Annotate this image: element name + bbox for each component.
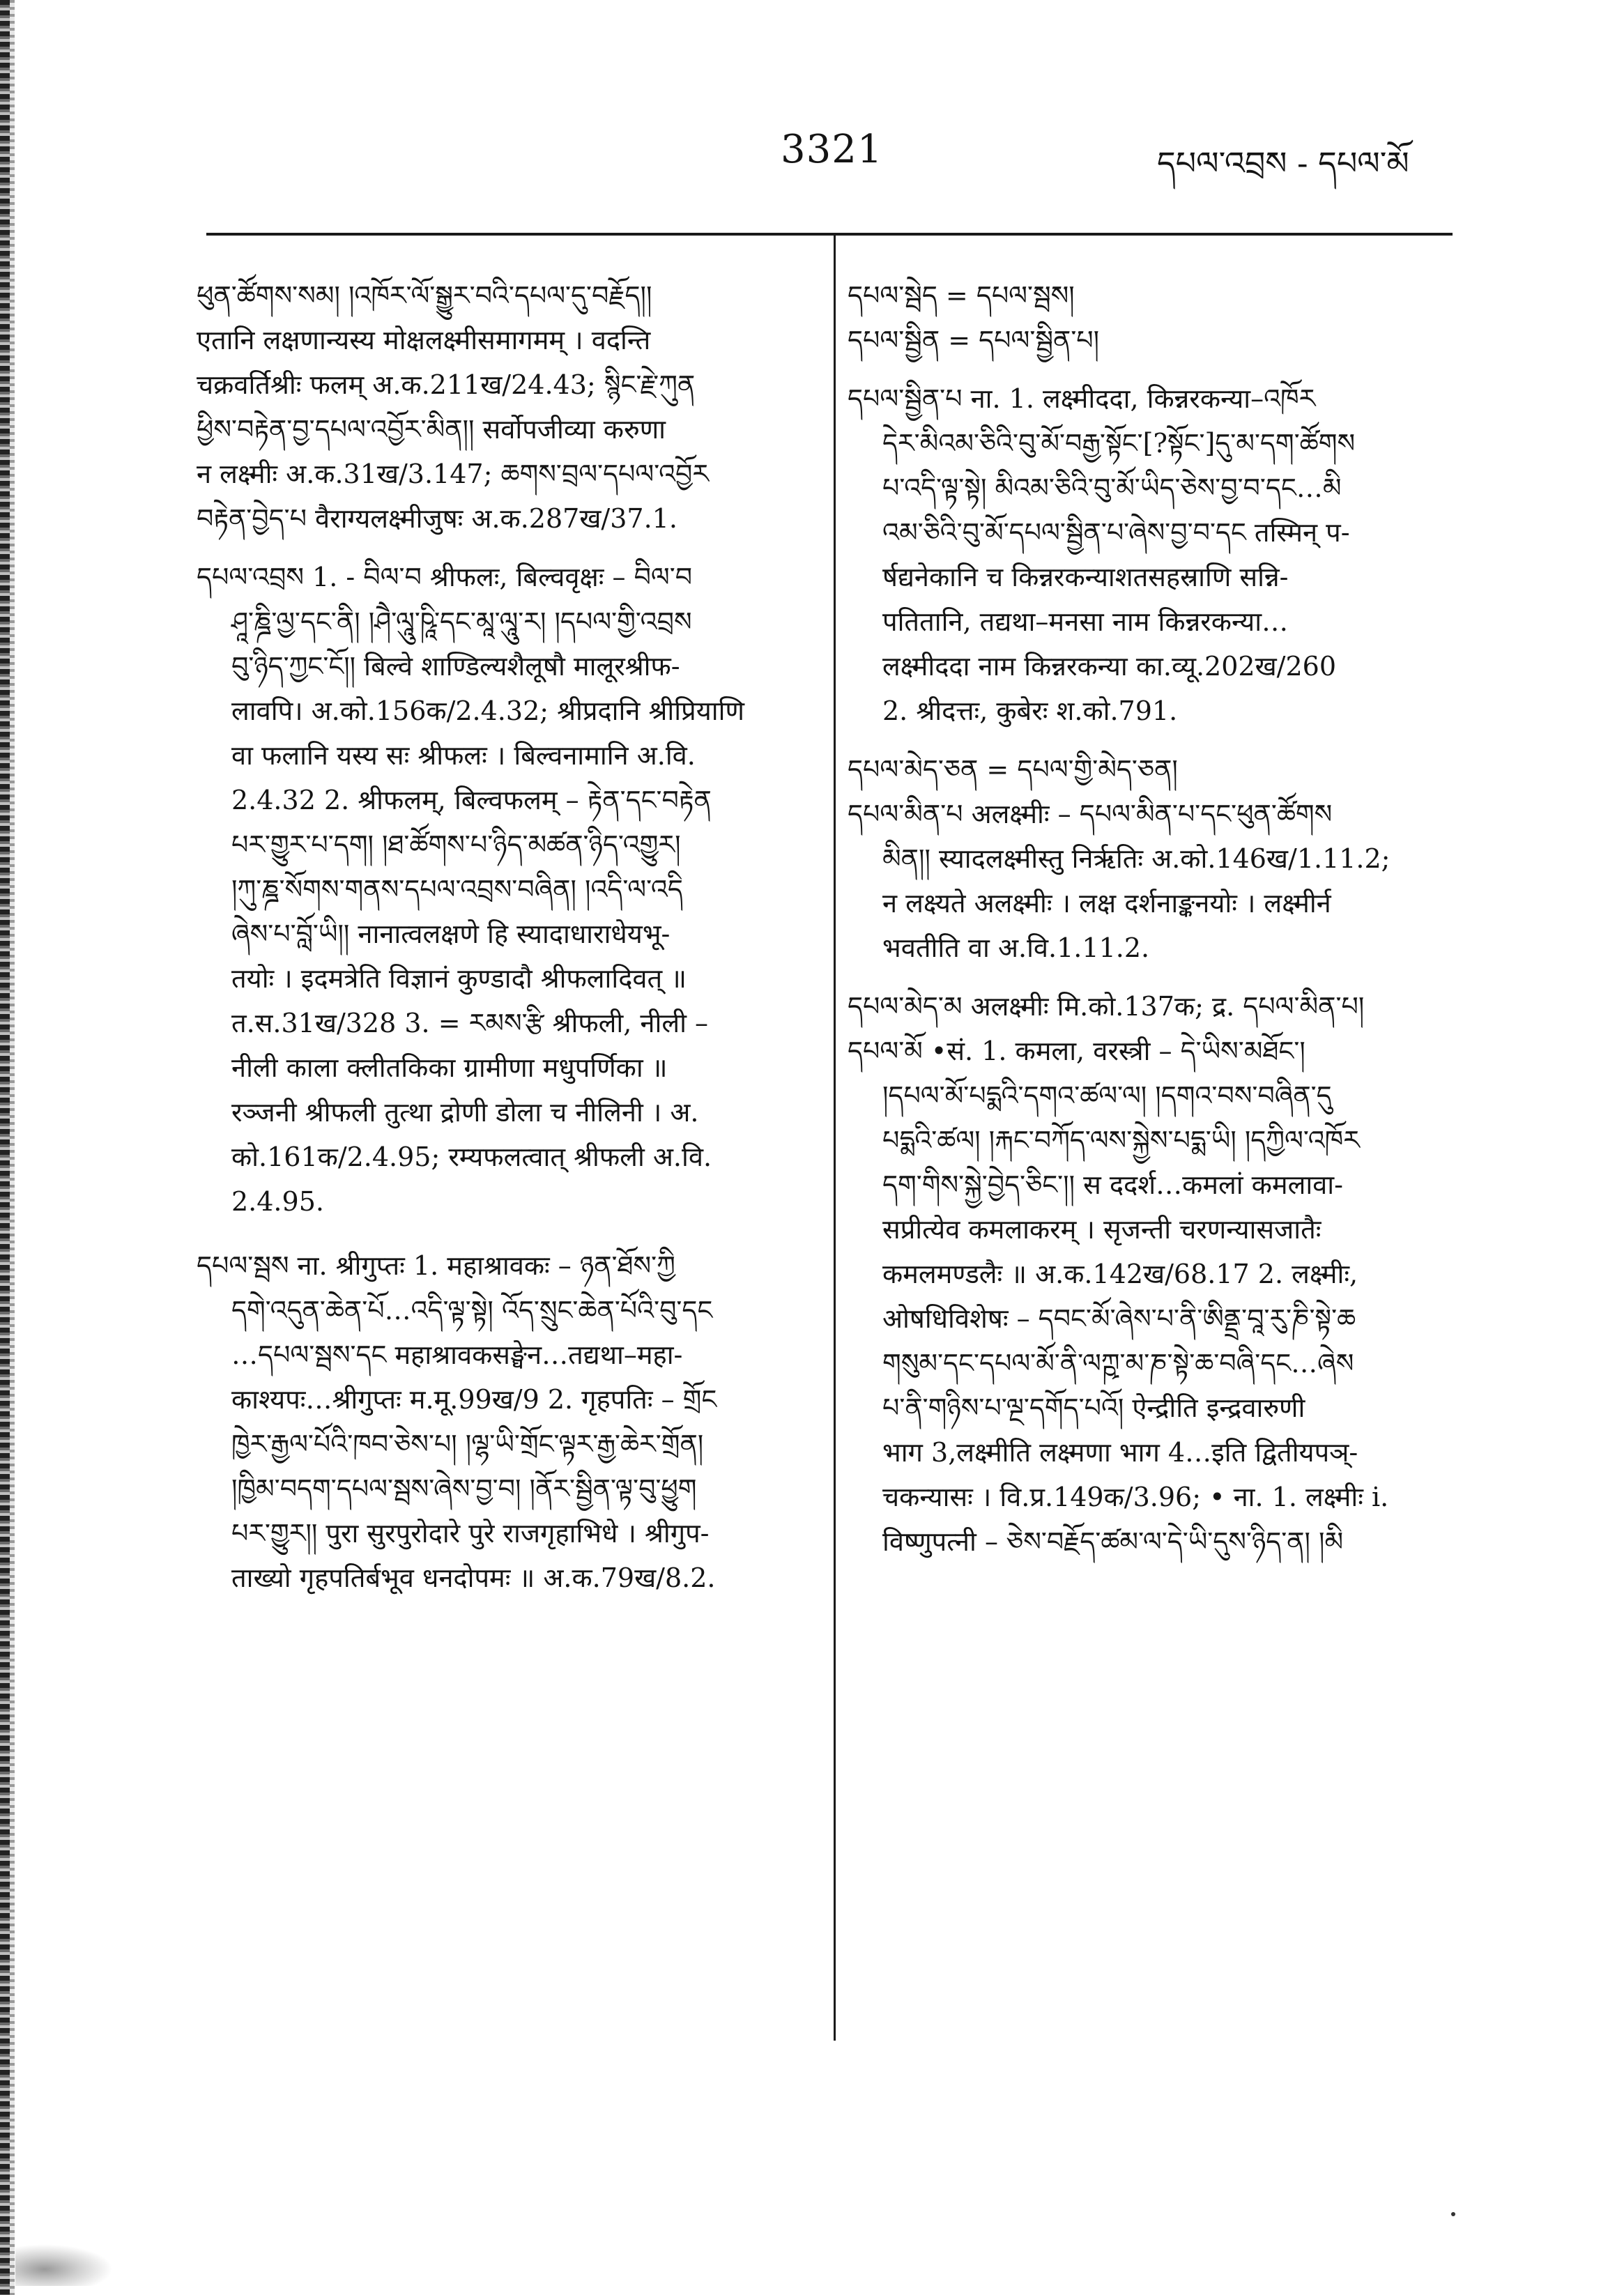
text-line: को.161क/2.4.95; रम्यफलत्वात् श्रीफली अ.वि. xyxy=(231,1142,712,1172)
text-line: ओषधिविशेषः – དབང་མོ་ཞེས་པ་ནི་ཨིནྡྲ་བཱ་རུ་ཎི་སྟེ་ཆ xyxy=(882,1303,1356,1334)
text-line: ताख्यो गृहपतिर्बभूव धनदोपमः ॥ अ.क.79ख/8.2. xyxy=(231,1563,716,1593)
entry-headword-line: དཔལ་མིན་པ अलक्ष्मीः – དཔལ་མིན་པ་དང་ཕུན་ཚོགས xyxy=(848,799,1333,829)
text-line: काश्यपः…श्रीगुप्तः म.मू.99ख/9 2. गृहपतिः – གྲོང xyxy=(231,1384,717,1415)
text-line: །ཀུ་ཎྜ་སོགས་གནས་དཔལ་འབྲས་བཞིན། །འདི་ལ་འདི xyxy=(231,874,683,905)
right-column xyxy=(848,273,1461,1564)
entry-crossref-line: དཔལ་མེད་ཅན = དཔལ་གྱི་མེད་ཅན། xyxy=(848,754,1178,785)
text-line: པར་གྱུར།། पुरा सुरपुरोदारे पुरे राजगृहाभिधे । श्रीगुप- xyxy=(231,1518,710,1549)
text-line: མིན།། स्यादलक्ष्मीस्तु निर्ऋतिः अ.को.146ख/1.11.2; xyxy=(882,843,1391,874)
text-line: लावपि। अ.को.156क/2.4.32; श्रीप्रदानि श्रीप्रियाणि xyxy=(231,696,744,726)
scan-corner-smudge xyxy=(15,2244,113,2286)
text-line: འམ་ཅིའི་བུ་མོ་དཔལ་སྦྱིན་པ་ཞེས་བྱ་བ་དང तस्मिन् प- xyxy=(882,517,1350,548)
text-line: त.स.31ख/328 3. = རམས་རྩི श्रीफली, नीली – xyxy=(231,1008,709,1038)
column-divider xyxy=(834,234,836,2041)
text-line: कमलमण्डलैः ॥ अ.क.142ख/68.17 2. लक्ष्मीः, xyxy=(882,1259,1358,1289)
entry-headword-line: དཔལ་འབྲས 1. - བིལ་བ श्रीफलः, बिल्ववृक्षः – བིལ་བ xyxy=(197,562,693,592)
text-line: དག་གིས་སྐྱེ་བྱེད་ཅིང་།། स ददर्श…कमलां कमलावा- xyxy=(882,1169,1343,1200)
text-line: भाग 3,लक्ष्मीति लक्ष्मणा भाग 4…इति द्वितीयपञ्- xyxy=(882,1437,1358,1468)
text-line: ཁྱེར་རྒྱལ་པོའི་ཁབ་ཅེས་པ། །ལྷ་ཡི་གྲོང་ལྟར་རྒྱ་ཆེར་གྲོན། xyxy=(231,1429,704,1459)
text-line: विष्णुपत्नी – ཅེས་བརྗོད་ཚམ་ལ་དེ་ཡི་དུས་ཉིད་ན། །མི xyxy=(882,1526,1344,1557)
text-line: པ་ནི་གཉིས་པ་ལྔ་དགོད་པའོ། ऐन्द्रीति इन्द्रवारुणी xyxy=(882,1392,1305,1423)
text-line: चक्रवर्तिश्रीः फलम् अ.क.211ख/24.43; སྙིང་རྗེ་ཀུན xyxy=(197,369,696,400)
text-line: བུ་ཉིད་ཀྱང་ངོ།། बिल्वे शाण्डिल्यशैलूषौ मालूरश्रीफ- xyxy=(231,651,680,682)
text-line: र्षद्यनेकानि च किन्नरकन्याशतसहस्राणि सन्नि- xyxy=(882,562,1289,592)
text-line: དེར་མིའམ་ཅིའི་བུ་མོ་བརྒྱ་སྟོང་[?སྟོང་]དུ་མ་དག་ཚོགས xyxy=(882,428,1356,459)
text-line: ཞེས་པ་བློ་ཡི།། नानात्वलक्षणे हि स्यादाधाराधेयभू- xyxy=(231,919,671,949)
text-line: དགེ་འདུན་ཆེན་པོ…འདི་ལྟ་སྟེ། འོད་སྲུང་ཆེན་པོའི་བུ་དང xyxy=(231,1295,713,1326)
text-line: །ཁྱིམ་བདག་དཔལ་སྦས་ཞེས་བྱ་བ། །ནོར་སྦྱིན་ལྟ་བུ་ཕྱུག xyxy=(231,1473,697,1504)
text-line: न लक्ष्यते अलक्ष्मीः । लक्ष दर्शनाङ्कनयोः । लक्ष्मीर्न xyxy=(882,888,1331,919)
text-line: པར་གྱུར་པ་དག། །ཐ་ཚོགས་པ་ཉིད་མཚན་ཉིད་འགྱུར། xyxy=(231,829,681,860)
text-line: པདྨའི་ཚལ། །རྐང་བཀོད་ལས་སྐྱེས་པདྨ་ཡི། །དཀྱིལ་འཁོར xyxy=(882,1125,1360,1156)
entry-crossref-line: དཔལ་སྦྱིན = དཔལ་སྦྱིན་པ། xyxy=(848,325,1100,355)
running-head: དཔལ་འབྲས - དཔལ་མོ xyxy=(1157,144,1409,182)
entry-headword-line: དཔལ་སྦྱིན་པ ना. 1. लक्ष्मीददा, किन्नरकन्या–འཁོར xyxy=(848,383,1316,414)
text-line: པ་འདི་ལྟ་སྟེ། མིའམ་ཅིའི་བུ་མོ་ཡིད་ཅེས་བྱ་བ་དང…མི xyxy=(882,473,1342,503)
text-line: लक्ष्मीददा नाम किन्नरकन्या का.व्यू.202ख/260 xyxy=(882,651,1337,682)
entry-headword-line: དཔལ་མོ •सं. 1. कमला, वरस्त्री – དེ་ཡིས་མཐོང་། xyxy=(848,1036,1305,1066)
header-rule xyxy=(206,233,1453,236)
text-line: 2.4.32 2. श्रीफलम्, बिल्वफलम् – རྟེན་དང་བརྟེན xyxy=(231,785,712,815)
text-line: पतितानि, तद्यथा–मनसा नाम किन्नरकन्या… xyxy=(882,606,1289,637)
entry-headword-line: དཔལ་མེད་མ अलक्ष्मीः मि.को.137क; द्र. དཔལ་མིན་པ། xyxy=(848,991,1365,1022)
text-line: ཤཱ་ཎྜི་ལྱ་དང་ནི། །ཤཻ་ལཱུ་ཥཱི་དང་མཱ་ལཱུ་ར། །དཔལ་གྱི་འབྲས xyxy=(231,606,692,637)
entry-headword-line: དཔལ་སྦས ना. श्रीगुप्तः 1. महाश्रावकः – ཉན་ཐོས་ཀྱི xyxy=(197,1250,675,1281)
text-line: གསུམ་དང་དཔལ་མོ་ནི་ལཀྵ་མ་ཎ་སྟེ་ཆ་བཞི་དང…ཞེས xyxy=(882,1348,1354,1379)
scan-binding-shadow xyxy=(10,0,15,2295)
text-line: सप्रीत्येव कमलाकरम् । सृजन्ती चरणन्यासजातैः xyxy=(882,1214,1322,1245)
scan-speck xyxy=(1451,2212,1455,2216)
text-line: བརྟེན་བྱེད་པ वैराग्यलक्ष्मीजुषः अ.क.287ख/37.1. xyxy=(197,503,677,534)
text-line: रञ्जनी श्रीफली तुत्था द्रोणी डोला च नीलिनी । अ. xyxy=(231,1097,699,1128)
entry-crossref-line: དཔལ་སྦེད = དཔལ་སྦས། xyxy=(848,280,1075,311)
scan-binding-edge xyxy=(0,0,10,2295)
text-line: तयोः । इदमत्रेति विज्ञानं कुण्डादौ श्रीफलादिवत् ॥ xyxy=(231,963,687,994)
text-line: नीली काला क्लीतकिका ग्रामीणा मधुपर्णिका ॥ xyxy=(231,1052,668,1083)
text-line: एतानि लक्षणान्यस्य मोक्षलक्ष्मीसमागमम् । वदन्ति xyxy=(197,325,651,355)
text-line: न लक्ष्मीः अ.क.31ख/3.147; ཆགས་བྲལ་དཔལ་འབྱོར xyxy=(197,459,710,489)
text-line: །དཔལ་མོ་པདྨའི་དགའ་ཚལ་ལ། །དགའ་བས་བཞིན་དུ xyxy=(882,1080,1332,1111)
text-line: 2. श्रीदत्तः, कुबेरः श.को.791. xyxy=(882,696,1178,726)
text-line: 2.4.95. xyxy=(231,1186,324,1217)
text-line: ཕྱིས་བརྟེན་བྱ་དཔལ་འབྱོར་མིན།། सर्वोपजीव्या करुणा xyxy=(197,414,666,445)
page-number: 3321 xyxy=(781,127,883,172)
text-line: वा फलानि यस्य सः श्रीफलः । बिल्वनामानि अ.वि. xyxy=(231,740,696,771)
text-line: ཕུན་ཚོགས་སམ། །འཁོར་ལོ་སྒྱུར་བའི་དཔལ་དུ་བརྗོད།། xyxy=(197,280,652,311)
text-line: चकन्यासः । वि.प्र.149क/3.96; • ना. 1. लक्ष्मीः i. xyxy=(882,1482,1389,1512)
text-line: …དཔལ་སྦས་དང महाश्रावकसङ्घेन…तद्यथा–महा- xyxy=(231,1340,683,1370)
left-column xyxy=(197,273,810,1600)
text-line: भवतीति वा अ.वि.1.11.2. xyxy=(882,932,1150,963)
